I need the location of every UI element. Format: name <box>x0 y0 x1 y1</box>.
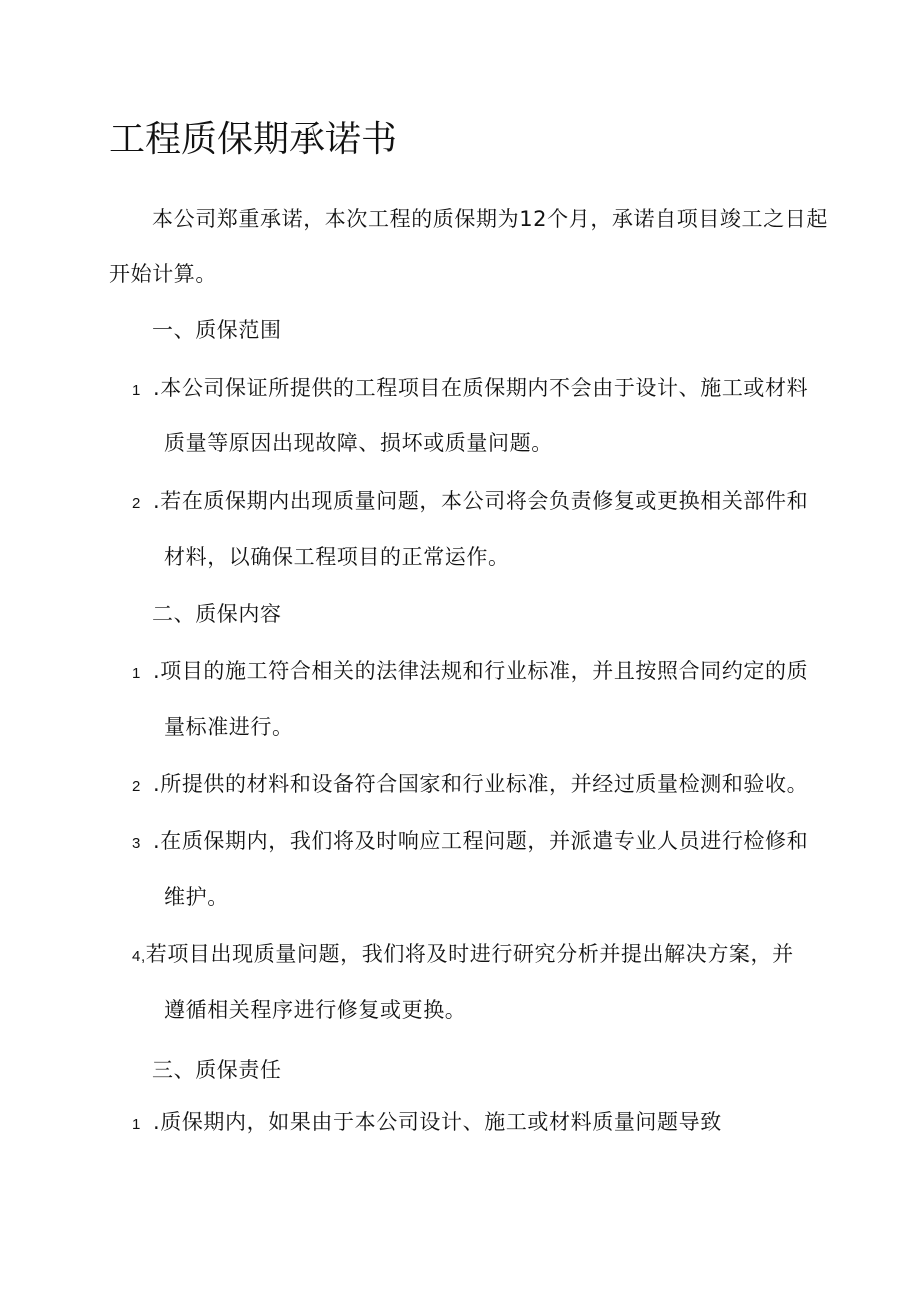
list-item-text: .若在质保期内出现质量问题，本公司将会负责修复或更换相关部件和 <box>152 489 809 513</box>
section-2-heading: 二、质保内容 <box>152 602 282 626</box>
section-2-item-4-cont: 遵循相关程序进行修复或更换。 <box>164 998 467 1022</box>
list-item-text: .在质保期内，我们将及时响应工程问题，并派遣专业人员进行检修和 <box>152 829 809 853</box>
list-item-text: .所提供的材料和设备符合国家和行业标准，并经过质量检测和验收。 <box>152 772 809 796</box>
section-1-item-2-cont: 材料，以确保工程项目的正常运作。 <box>164 545 510 569</box>
section-2-item-3-cont: 维护。 <box>164 885 229 909</box>
list-number: 1 <box>132 1116 141 1133</box>
section-1-item-1 <box>132 373 808 406</box>
document-title: 工程质保期承诺书 <box>109 119 398 160</box>
list-item-text: .质保期内，如果由于本公司设计、施工或材料质量问题导致 <box>152 1110 722 1134</box>
section-2-item-4 <box>132 939 794 972</box>
list-item-text: .项目的施工符合相关的法律法规和行业标准，并且按照合同约定的质 <box>152 659 809 683</box>
list-number: 1 <box>132 382 141 399</box>
section-2-item-1-cont: 量标准进行。 <box>164 715 294 739</box>
section-3-heading: 三、质保责任 <box>152 1058 282 1082</box>
section-2-item-2 <box>132 769 808 802</box>
list-item-text: 若项目出现质量问题，我们将及时进行研究分析并提出解决方案，并 <box>145 942 794 966</box>
list-number: 4, <box>132 948 146 965</box>
list-number: 1 <box>132 665 141 682</box>
section-1-item-2 <box>132 486 808 519</box>
intro-line-1: 本公司郑重承诺，本次工程的质保期为12个月，承诺自项目竣工之日起 <box>152 207 828 231</box>
list-number: 2 <box>132 778 141 795</box>
section-2-item-3 <box>132 826 808 859</box>
section-3-item-1 <box>132 1107 722 1140</box>
list-item-text: .本公司保证所提供的工程项目在质保期内不会由于设计、施工或材料 <box>152 376 809 400</box>
section-2-item-1 <box>132 656 808 689</box>
intro-line-2: 开始计算。 <box>109 262 217 286</box>
list-number: 3 <box>132 835 141 852</box>
list-number: 2 <box>132 495 141 512</box>
section-1-item-1-cont: 质量等原因出现故障、损坏或质量问题。 <box>164 431 553 455</box>
section-1-heading: 一、质保范围 <box>152 318 282 342</box>
